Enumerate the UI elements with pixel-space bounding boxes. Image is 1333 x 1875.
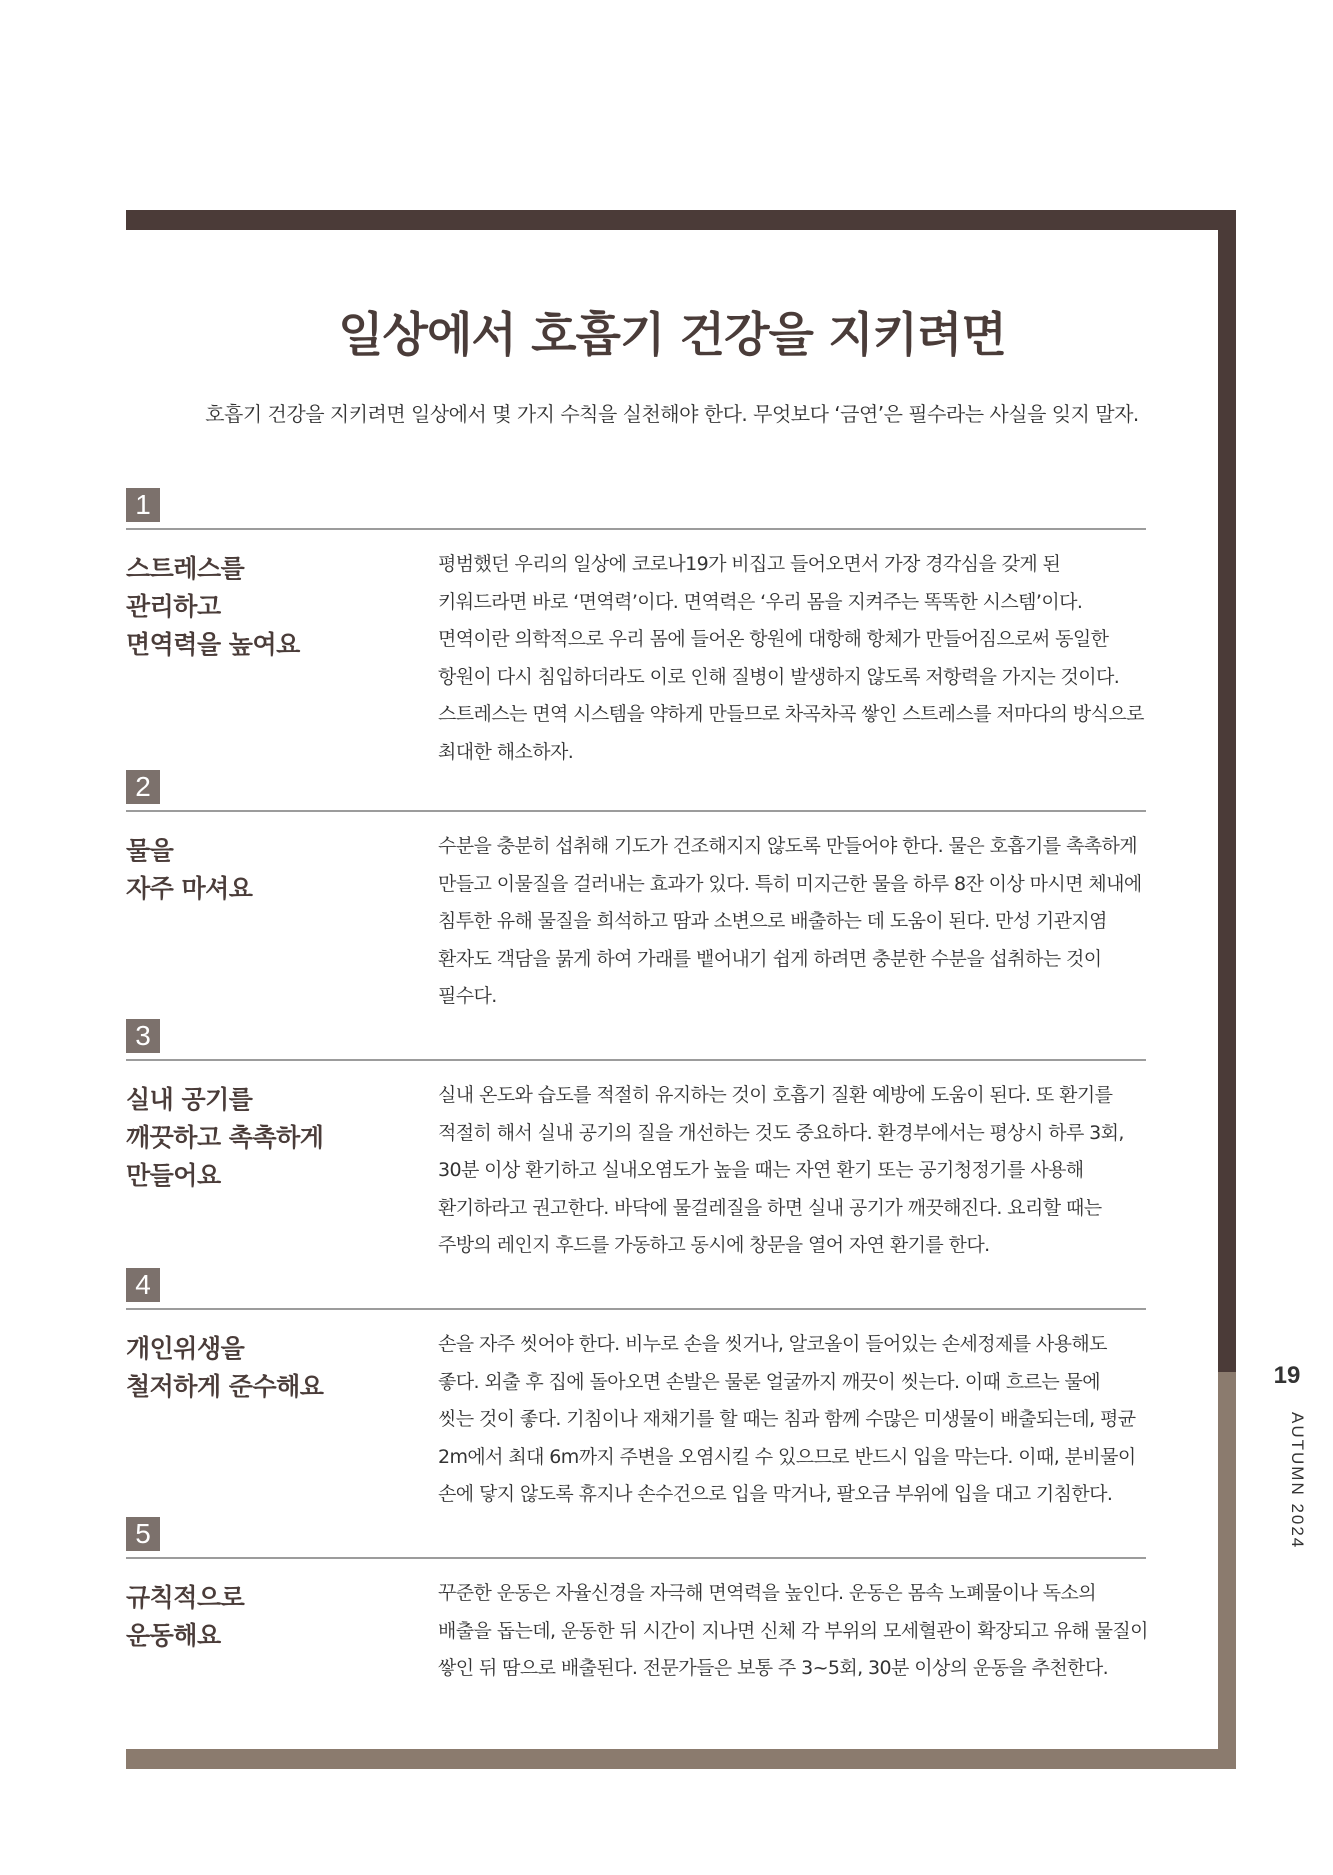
section-heading: 스트레스를 관리하고 면역력을 높여요 (126, 554, 300, 659)
frame-bottom-bar (126, 1749, 1236, 1769)
section-heading: 개인위생을 철저하게 준수해요 (126, 1334, 324, 1401)
section-body: 손을 자주 씻어야 한다. 비누로 손을 씻거나, 알코올이 들어있는 손세정제를 사용해도 좋다. 외출 후 집에 돌아오면 손발은 물론 얼굴까지 깨끗이 씻는다. 이때 흐르는 물에 씻는 것이 좋다. 기침이나 재채기를 할 때는 침과 함께 수많은 미생물이 배출되는데, 평균 2m에서 최대 6m까지 주변을 오염시킬 수 있으므로 반드시 입을 막는다. 이때, 분비물이 손에 닿지 않도록 휴지나 손수건으로 입을 막거나, 팔오금 부위에 입을 대고 기침한다. (438, 1333, 1136, 1505)
section-heading: 규칙적으로 운동해요 (126, 1583, 245, 1650)
section-heading: 실내 공기를 깨끗하고 촉촉하게 만들어요 (126, 1085, 324, 1190)
section-number-badge: 2 (126, 770, 160, 804)
section-divider (126, 1308, 1146, 1310)
page-number: 19 (1273, 1362, 1301, 1389)
frame-right-bar-light (1218, 1372, 1236, 1769)
section-divider (126, 1557, 1146, 1559)
section-divider (126, 528, 1146, 530)
page-title: 일상에서 호흡기 건강을 지키려면 (338, 308, 1006, 363)
section-body: 평범했던 우리의 일상에 코로나19가 비집고 들어오면서 가장 경각심을 갖게 된 키워드라면 바로 ‘면역력’이다. 면역력은 ‘우리 몸을 지켜주는 똑똑한 시스템’이다. 면역이란 의학적으로 우리 몸에 들어온 항원에 대항해 항체가 만들어짐으로써 동일한 항원이 다시 침입하더라도 이로 인해 질병이 발생하지 않도록 저항력을 가지는 것이다. 스트레스는 면역 시스템을 약하게 만들므로 차곡차곡 쌓인 스트레스를 저마다의 방식으로 최대한 해소하자. (438, 553, 1144, 763)
section-body: 실내 온도와 습도를 적절히 유지하는 것이 호흡기 질환 예방에 도움이 된다. 또 환기를 적절히 해서 실내 공기의 질을 개선하는 것도 중요하다. 환경부에서는 평상시 하루 3회, 30분 이상 환기하고 실내오염도가 높을 때는 자연 환기 또는 공기청정기를 사용해 환기하라고 권고한다. 바닥에 물걸레질을 하면 실내 공기가 깨끗해진다. 요리할 때는 주방의 레인지 후드를 가동하고 동시에 창문을 열어 자연 환기를 한다. (438, 1084, 1124, 1256)
section-number-badge: 1 (126, 488, 160, 522)
section-heading: 물을 자주 마셔요 (126, 836, 253, 903)
frame-top-bar (126, 210, 1236, 230)
section-number-badge: 4 (126, 1268, 160, 1302)
section-number-badge: 5 (126, 1517, 160, 1551)
intro-text: 호흡기 건강을 지키려면 일상에서 몇 가지 수칙을 실천해야 한다. 무엇보다 ‘금연’은 필수라는 사실을 잊지 말자. (205, 402, 1139, 426)
section-body: 수분을 충분히 섭취해 기도가 건조해지지 않도록 만들어야 한다. 물은 호흡기를 촉촉하게 만들고 이물질을 걸러내는 효과가 있다. 특히 미지근한 물을 하루 8잔 이상 마시면 체내에 침투한 유해 물질을 희석하고 땀과 소변으로 배출하는 데 도움이 된다. 만성 기관지염 환자도 객담을 묽게 하여 가래를 뱉어내기 쉽게 하려면 충분한 수분을 섭취하는 것이 필수다. (438, 835, 1142, 1007)
section-divider (126, 1059, 1146, 1061)
section-number-badge: 3 (126, 1019, 160, 1053)
section-body: 꾸준한 운동은 자율신경을 자극해 면역력을 높인다. 운동은 몸속 노폐물이나 독소의 배출을 돕는데, 운동한 뒤 시간이 지나면 신체 각 부위의 모세혈관이 확장되고 유해 물질이 쌓인 뒤 땀으로 배출된다. 전문가들은 보통 주 3~5회, 30분 이상의 운동을 추천한다. (438, 1582, 1148, 1679)
section-divider (126, 810, 1146, 812)
issue-label: AUTUMN 2024 (1288, 1412, 1307, 1550)
frame-right-bar-dark (1218, 210, 1236, 1372)
